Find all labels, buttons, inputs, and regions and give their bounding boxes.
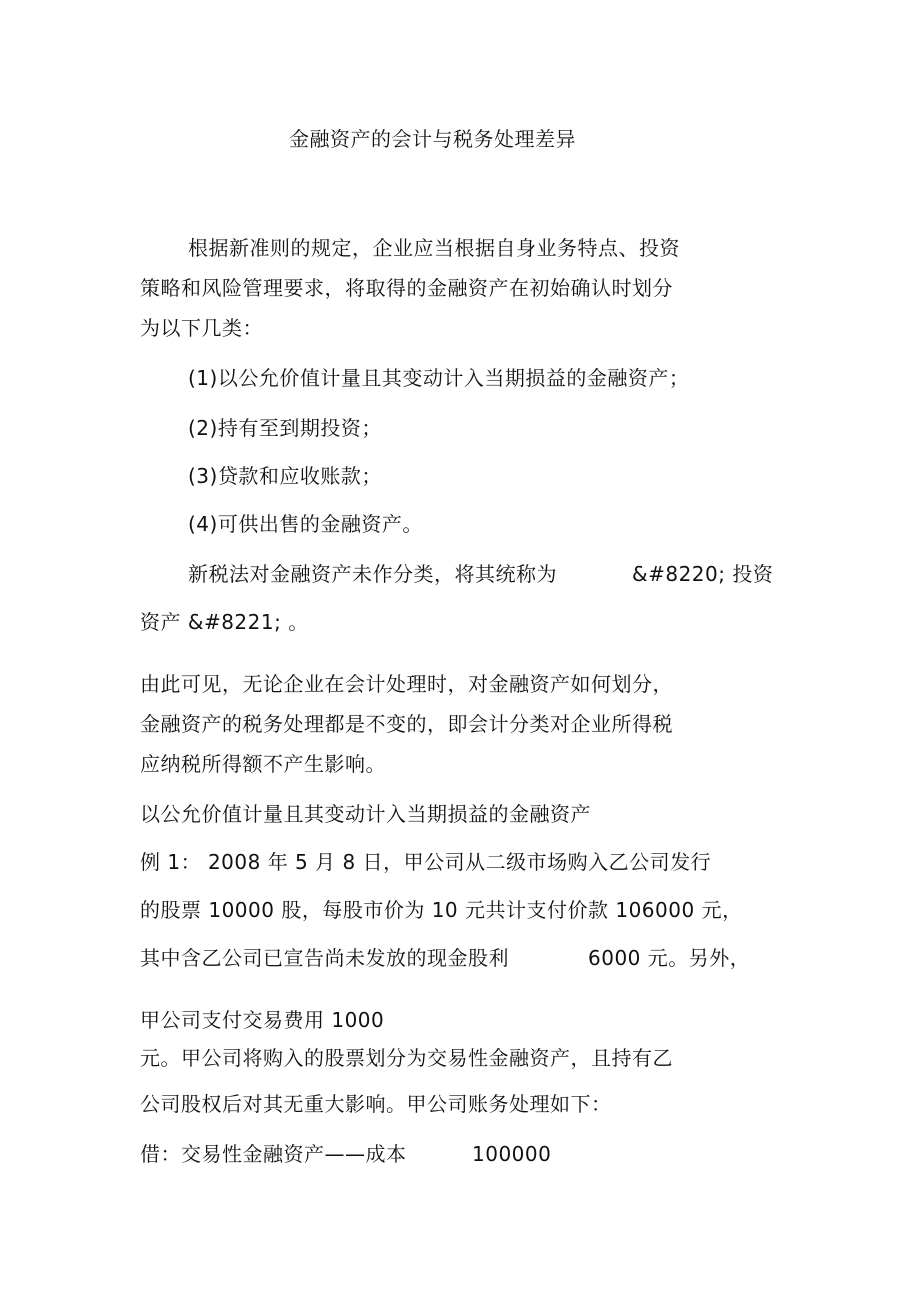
intro-line-2: 策略和风险管理要求，将取得的金融资产在初始确认时划分 <box>140 276 673 300</box>
example-line-6: 公司股权后对其无重大影响。甲公司账务处理如下： <box>140 1092 612 1116</box>
example-line-5: 元。甲公司将购入的股票划分为交易性金融资产，且持有乙 <box>140 1046 673 1070</box>
journal-entry-label: 借：交易性金融资产——成本 <box>140 1142 407 1166</box>
document-title: 金融资产的会计与税务处理差异 <box>289 127 576 151</box>
tax-law-text: 新税法对金融资产未作分类，将其统称为 <box>188 562 557 586</box>
conclusion-line-1: 由此可见，无论企业在会计处理时，对金融资产如何划分， <box>140 672 673 696</box>
tax-law-quote-close: 资产 &#8221; 。 <box>140 610 309 634</box>
category-item-4: (4)可供出售的金融资产。 <box>188 512 423 536</box>
journal-entry-amount: 100000 <box>472 1142 552 1166</box>
example-line-1: 例 1： 2008 年 5 月 8 日，甲公司从二级市场购入乙公司发行 <box>140 850 712 874</box>
conclusion-line-2: 金融资产的税务处理都是不变的，即会计分类对企业所得税 <box>140 712 673 736</box>
example-line-4: 甲公司支付交易费用 1000 <box>140 1008 385 1032</box>
section-heading: 以公允价值计量且其变动计入当期损益的金融资产 <box>140 802 591 826</box>
example-line-2: 的股票 10000 股，每股市价为 10 元共计支付价款 106000 元， <box>140 898 743 922</box>
conclusion-line-3: 应纳税所得额不产生影响。 <box>140 752 386 776</box>
intro-line-1: 根据新准则的规定，企业应当根据自身业务特点、投资 <box>188 236 680 260</box>
example-line-3: 其中含乙公司已宣告尚未发放的现金股利 <box>140 946 509 970</box>
category-item-2: (2)持有至到期投资； <box>188 416 382 440</box>
category-item-1: (1)以公允价值计量且其变动计入当期损益的金融资产； <box>188 366 690 390</box>
category-item-3: (3)贷款和应收账款； <box>188 464 382 488</box>
tax-law-quote-open: &#8220; 投资 <box>632 562 774 586</box>
intro-line-3: 为以下几类： <box>140 316 263 340</box>
example-line-3-amount: 6000 元。另外， <box>588 946 751 970</box>
